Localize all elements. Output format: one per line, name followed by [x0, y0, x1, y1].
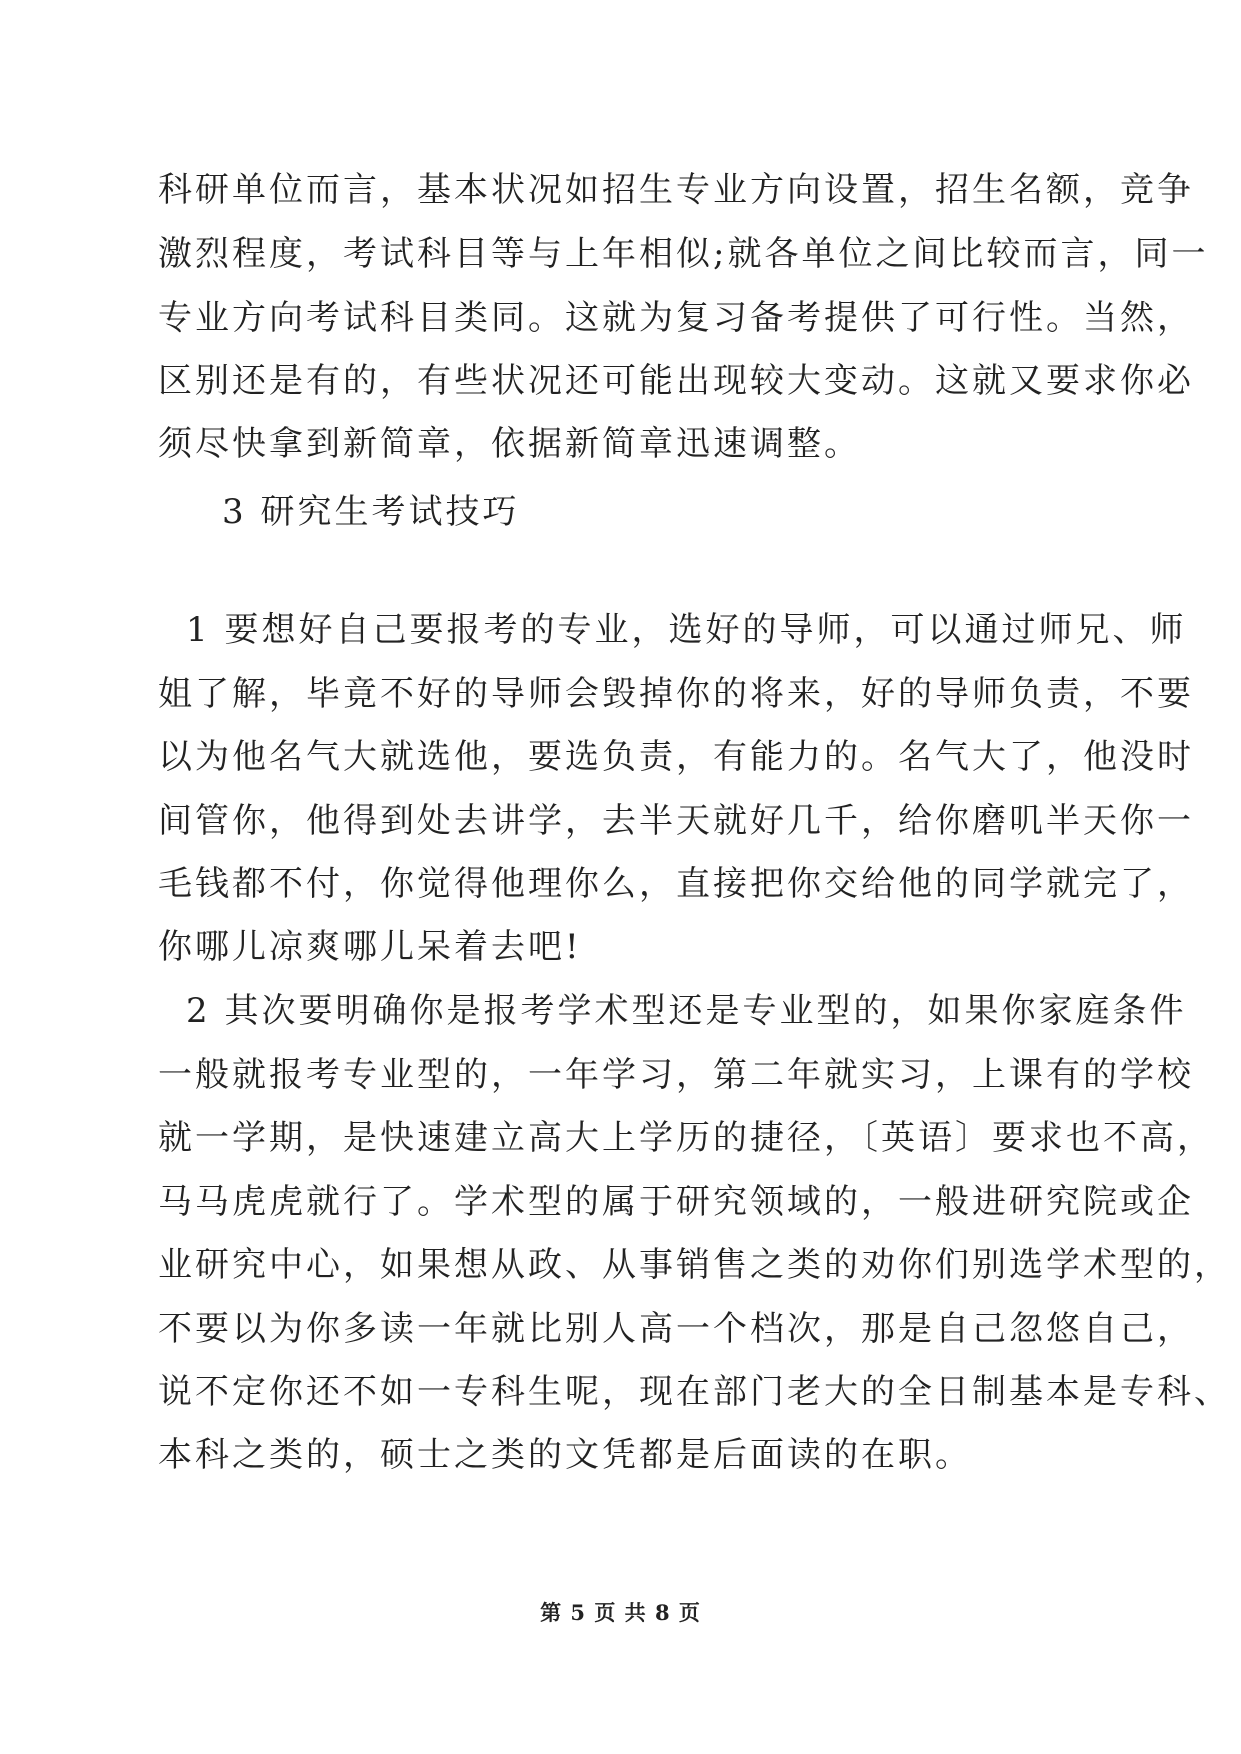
tip1-line-3: 以为他名气大就选他，要选负责，有能力的。名气大了，他没时: [158, 737, 1194, 777]
tip2-line-3: 就一学期，是快速建立高大上学历的捷径，〔英语〕要求也不高，: [158, 1118, 1214, 1158]
intro-line-5: 须尽快拿到新简章，依据新简章迅速调整。: [158, 424, 861, 464]
tip2-line-5: 业研究中心，如果想从政、从事销售之类的劝你们别选学术型的，: [158, 1245, 1231, 1285]
page-number: 第 5 页 共 8 页: [540, 1600, 701, 1625]
tip1-line-2: 姐了解，毕竟不好的导师会毁掉你的将来，好的导师负责，不要: [158, 674, 1194, 714]
tip2-line-1: 2 其次要明确你是报考学术型还是专业型的，如果你家庭条件: [186, 991, 1187, 1031]
tip2-line-8: 本科之类的，硕士之类的文凭都是后面读的在职。: [158, 1435, 972, 1475]
tip2-line-7: 说不定你还不如一专科生呢，现在部门老大的全日制基本是专科、: [158, 1372, 1231, 1412]
tip1-line-1: 1 要想好自己要报考的专业，选好的导师，可以通过师兄、师: [186, 610, 1187, 650]
intro-line-1: 科研单位而言，基本状况如招生专业方向设置，招生名额，竞争: [158, 170, 1194, 210]
intro-line-3: 专业方向考试科目类同。这就为复习备考提供了可行性。当然，: [158, 298, 1194, 338]
section-heading: 3 研究生考试技巧: [222, 492, 520, 532]
tip1-line-5: 毛钱都不付，你觉得他理你么，直接把你交给他的同学就完了，: [158, 864, 1194, 904]
tip2-line-2: 一般就报考专业型的，一年学习，第二年就实习，上课有的学校: [158, 1055, 1194, 1095]
tip1-line-4: 间管你，他得到处去讲学，去半天就好几千，给你磨叽半天你一: [158, 801, 1194, 841]
tip2-line-6: 不要以为你多读一年就比别人高一个档次，那是自己忽悠自己，: [158, 1309, 1194, 1349]
intro-line-4: 区别还是有的，有些状况还可能出现较大变动。这就又要求你必: [158, 361, 1194, 401]
intro-line-2: 激烈程度，考试科目等与上年相似;就各单位之间比较而言，同一: [158, 234, 1209, 274]
tip2-line-4: 马马虎虎就行了。学术型的属于研究领域的，一般进研究院或企: [158, 1182, 1194, 1222]
tip1-line-6: 你哪儿凉爽哪儿呆着去吧!: [158, 927, 582, 967]
